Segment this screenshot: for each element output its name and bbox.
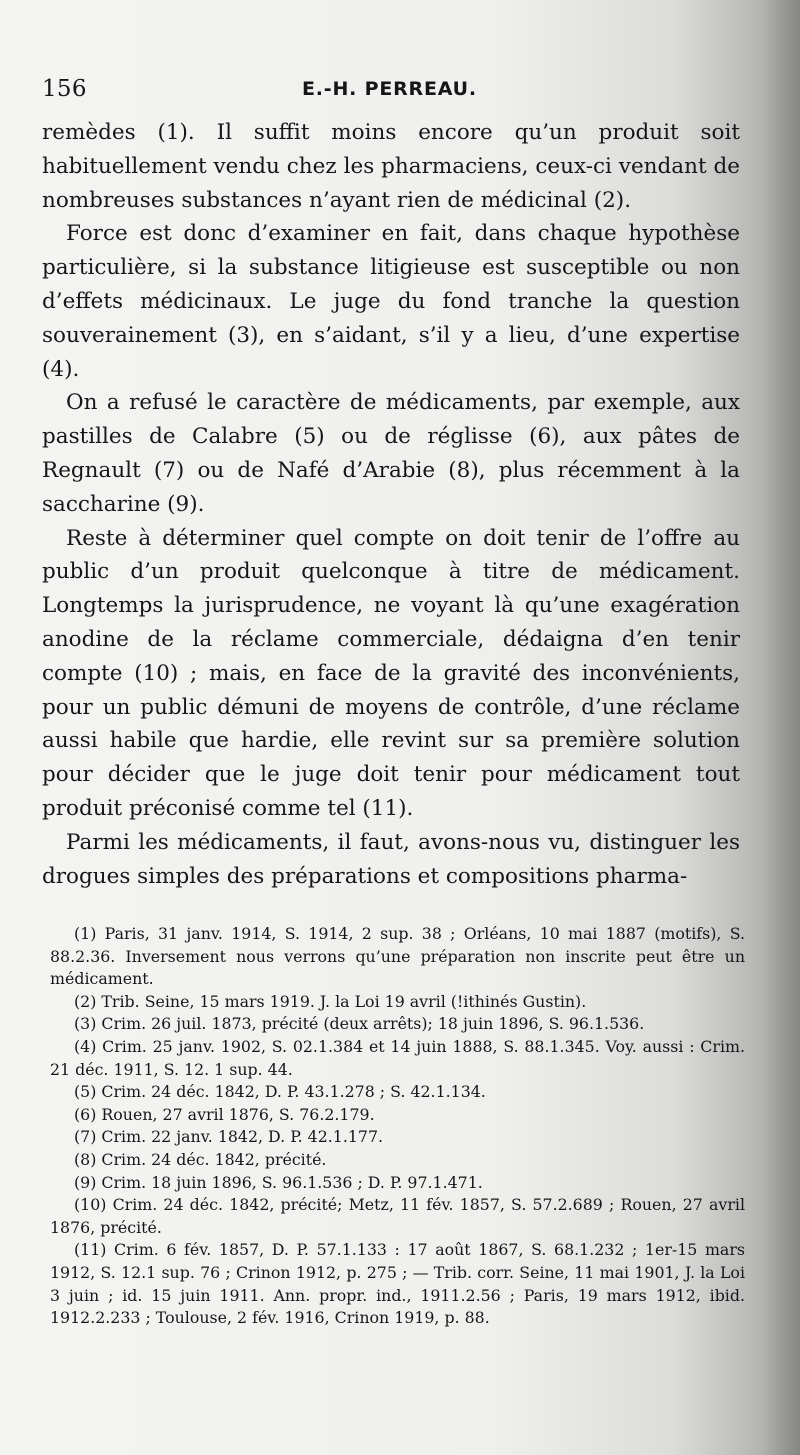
paragraph: Force est donc d’examiner en fait, dans chaque hypothèse particulière, si la substance litigieuse est susceptible ou non d’effets médicinaux. Le juge du fond tranche la question souverainement (3), en s’aidant, s’il y a lieu, d’une expertise (4). — [42, 221, 740, 382]
footnote: (2) Trib. Seine, 15 mars 1919. J. la Loi 19 avril (!ithinés Gustin). — [74, 991, 587, 1011]
page-header — [42, 72, 732, 108]
page-number: 156 — [42, 76, 87, 102]
binding-shadow — [762, 0, 800, 1455]
paragraph: remèdes (1). Il suffit moins encore qu’un produit soit habituellement vendu chez les pharmaciens, ceux-ci vendant de nombreuses substances n’ayant rien de médicinal (2). — [42, 120, 740, 213]
footnote: (3) Crim. 26 juil. 1873, précité (deux arrêts); 18 juin 1896, S. 96.1.536. — [74, 1014, 645, 1034]
footnotes — [50, 923, 745, 1330]
paragraph: On a refusé le caractère de médicaments, par exemple, aux pastilles de Calabre (5) ou de réglisse (6), aux pâtes de Regnault (7) ou de Nafé d’Arabie (8), plus récemment à la saccharine (9). — [42, 390, 740, 517]
main-text — [42, 116, 740, 893]
paragraph: Parmi les médicaments, il faut, avons-nous vu, distinguer les drogues simples des préparations et compositions pharma- — [42, 829, 740, 889]
footnote: (4) Crim. 25 janv. 1902, S. 02.1.384 et 14 juin 1888, S. 88.1.345. Voy. aussi : Crim. 21 déc. 1911, S. 12. 1 sup. 44. — [50, 1036, 745, 1079]
footnote: (10) Crim. 24 déc. 1842, précité; Metz, 11 fév. 1857, S. 57.2.689 ; Rouen, 27 avril 1876, précité. — [50, 1195, 745, 1237]
footnote: (5) Crim. 24 déc. 1842, D. P. 43.1.278 ; S. 42.1.134. — [74, 1082, 486, 1102]
running-head: E.-H. PERREAU. — [302, 78, 477, 100]
footnote: (1) Paris, 31 janv. 1914, S. 1914, 2 sup. 38 ; Orléans, 10 mai 1887 (motifs), S. 88.2.36. Inversement nous verrons qu’une préparation non inscrite peut être un médicament. — [50, 924, 745, 989]
footnote: (8) Crim. 24 déc. 1842, précité. — [74, 1149, 327, 1169]
footnote: (11) Crim. 6 fév. 1857, D. P. 57.1.133 : 17 août 1867, S. 68.1.232 ; 1er-15 mars 1912, S. 12.1 sup. 76 ; Crinon 1912, p. 275 ; — Trib. corr. Seine, 11 mai 1901, J. la Loi 3 juin ; id. 15 juin 1911. Ann. propr. ind., 1911.2.56 ; Paris, 19 mars 1912, ibid. 1912.2.233 ; Toulouse, 2 fév. 1916, Crinon 1919, p. 88. — [50, 1240, 745, 1328]
footnote: (6) Rouen, 27 avril 1876, S. 76.2.179. — [74, 1104, 375, 1124]
footnote: (9) Crim. 18 juin 1896, S. 96.1.536 ; D. P. 97.1.471. — [74, 1172, 483, 1192]
footnote: (7) Crim. 22 janv. 1842, D. P. 42.1.177. — [74, 1127, 384, 1147]
paragraph: Reste à déterminer quel compte on doit tenir de l’offre au public d’un produit quelconque à titre de médicament. Longtemps la jurisprudence, ne voyant là qu’une exagération anodine de la réclame commerciale, dédaigna d’en tenir compte (10) ; mais, en face de la gravité des inconvénients, pour un public démuni de moyens de contrôle, d’une réclame aussi habile que hardie, elle revint sur sa première solution pour décider que le juge doit tenir pour médicament tout produit préconisé comme tel (11). — [42, 525, 740, 821]
